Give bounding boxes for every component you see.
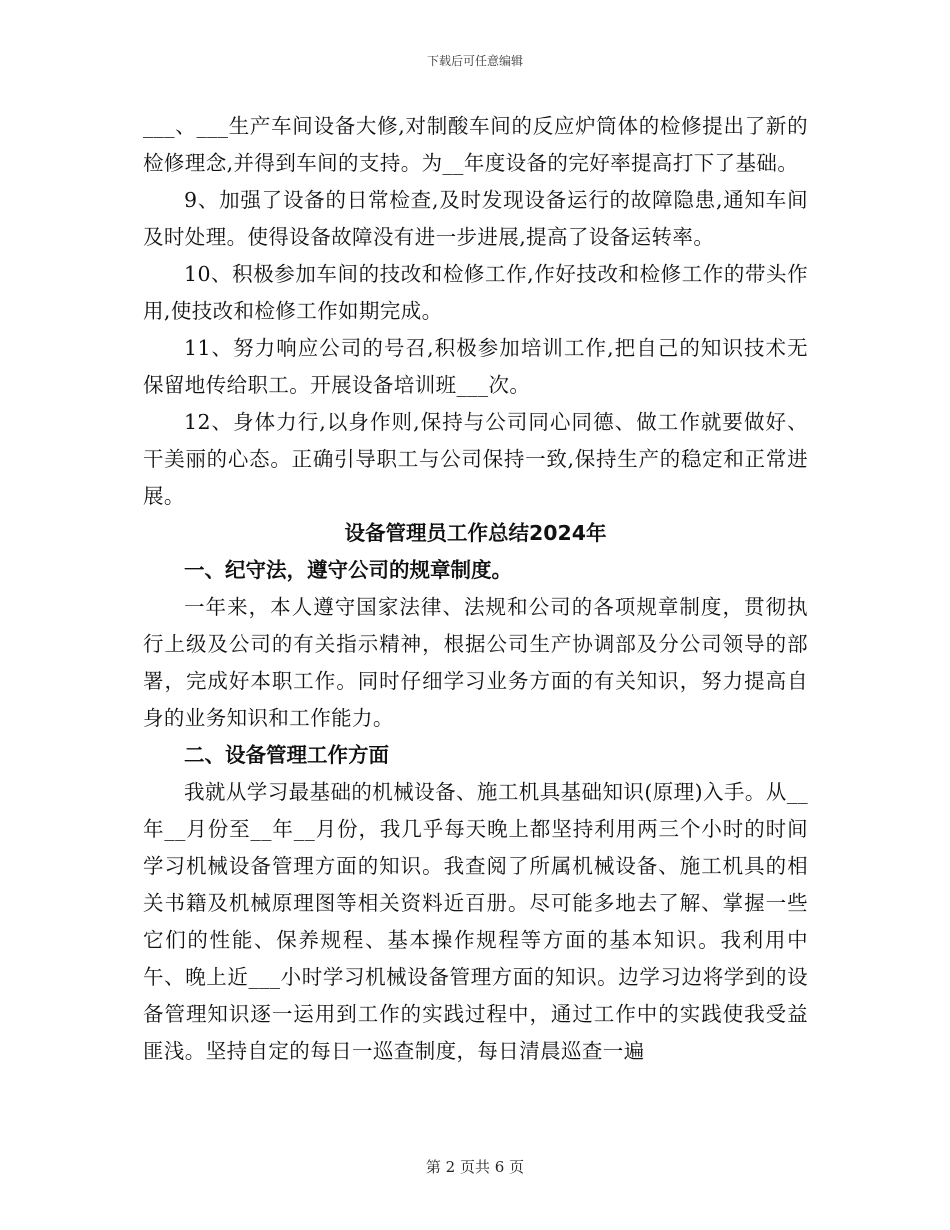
page-footer: 第 2 页共 6 页 bbox=[425, 1158, 525, 1176]
document-title: 设备管理员工作总结2024年 bbox=[344, 521, 607, 545]
paragraph-continued: ___、___生产车间设备大修,对制酸车间的反应炉筒体的检修提出了新的检修理念,并得到车间的支持。为__年度设备的完好率提高打下了基础。 bbox=[143, 114, 808, 175]
paragraph-item-11: 11、努力响应公司的号召,积极参加培训工作,把自己的知识技术无保留地传给职工。开展设备培训班___次。 bbox=[143, 336, 808, 397]
paragraph-item-10: 10、积极参加车间的技改和检修工作,作好技改和检修工作的带头作用,使技改和检修工作如期完成。 bbox=[143, 262, 808, 323]
section-2-heading: 二、设备管理工作方面 bbox=[184, 743, 389, 767]
document-body bbox=[143, 108, 808, 1070]
section-1-body: 一年来，本人遵守国家法律、法规和公司的各项规章制度，贯彻执行上级及公司的有关指示精神，根据公司生产协调部及分公司领导的部署，完成好本职工作。同时仔细学习业务方面的有关知识，努力提高自身的业务知识和工作能力。 bbox=[143, 595, 808, 730]
paragraph-item-9: 9、加强了设备的日常检查,及时发现设备运行的故障隐患,通知车间及时处理。使得设备故障没有进一步进展,提高了设备运转率。 bbox=[143, 188, 808, 249]
paragraph-item-12: 12、身体力行,以身作则,保持与公司同心同德、做工作就要做好、干美丽的心态。正确引导职工与公司保持一致,保持生产的稳定和正常进展。 bbox=[143, 410, 808, 508]
page-header: 下载后可任意编辑 bbox=[426, 54, 523, 68]
section-1-heading: 一、纪守法，遵守公司的规章制度。 bbox=[184, 558, 512, 582]
section-2-body: 我就从学习最基础的机械设备、施工机具基础知识(原理)入手。从__年__月份至__年__月份，我几乎每天晚上都坚持利用两三个小时的时间学习机械设备管理方面的知识。我查阅了所属机械设备、施工机具的相关书籍及机械原理图等相关资料近百册。尽可能多地去了解、掌握一些它们的性能、保养规程、基本操作规程等方面的基本知识。我利用中午、晚上近___小时学习机械设备管理方面的知识。边学习边将学到的设备管理知识逐一运用到工作的实践过程中，通过工作中的实践使我受益匪浅。坚持自定的每日一巡查制度，每日清晨巡查一遍 bbox=[143, 780, 808, 1063]
